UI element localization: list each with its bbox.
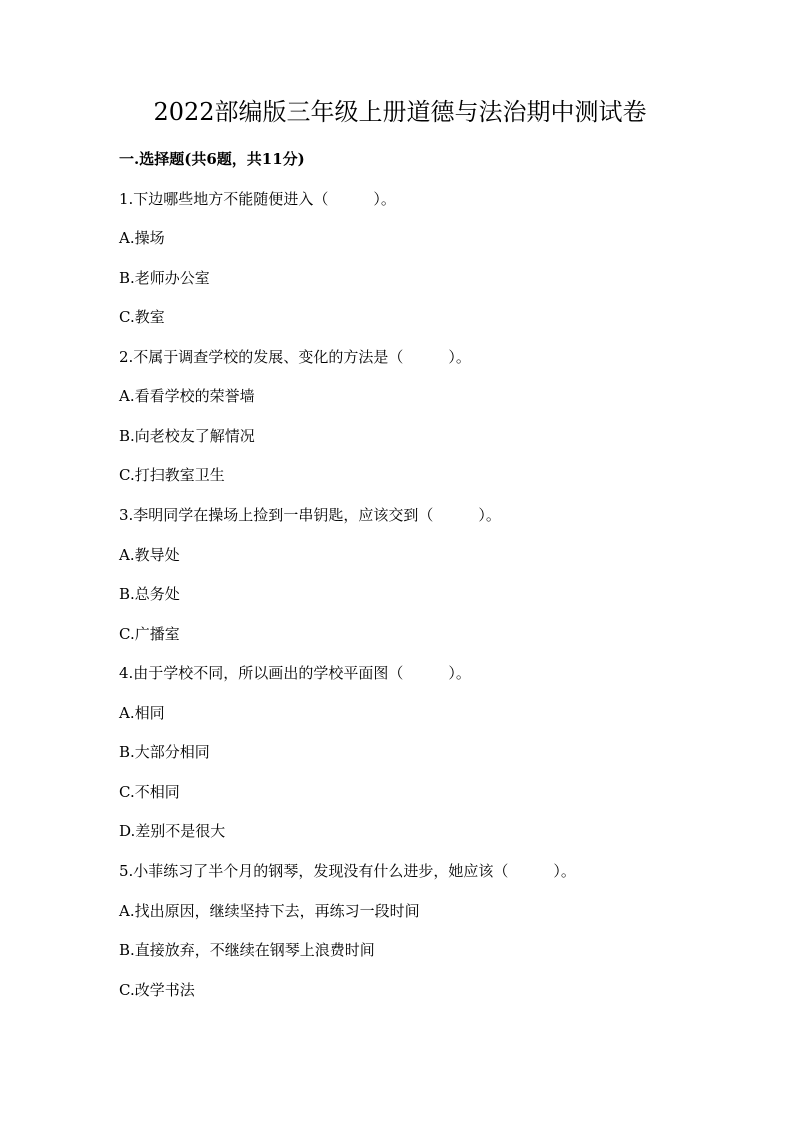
question-4-option-d: D.差别不是很大 — [119, 822, 226, 840]
question-4-option-a: A.相同 — [119, 704, 165, 722]
question-4-option-b: B.大部分相同 — [119, 743, 210, 761]
question-5-option-c: C.改学书法 — [119, 981, 195, 999]
question-1-option-b: B.老师办公室 — [119, 269, 210, 287]
question-5-option-b: B.直接放弃，不继续在钢琴上浪费时间 — [119, 941, 375, 959]
question-3-option-c: C.广播室 — [119, 625, 180, 643]
page-title: 2022部编版三年级上册道德与法治期中测试卷 — [153, 98, 647, 126]
question-1-stem: 1.下边哪些地方不能随便进入（ ）。 — [119, 190, 396, 208]
question-3-option-a: A.教导处 — [119, 546, 180, 564]
question-2-stem: 2.不属于调查学校的发展、变化的方法是（ ）。 — [119, 348, 471, 366]
question-3-option-b: B.总务处 — [119, 585, 180, 603]
question-5-stem: 5.小菲练习了半个月的钢琴，发现没有什么进步，她应该（ ）。 — [119, 862, 576, 880]
question-5-option-a: A.找出原因，继续坚持下去，再练习一段时间 — [119, 902, 420, 920]
question-2-option-c: C.打扫教室卫生 — [119, 466, 225, 484]
question-1-option-c: C.教室 — [119, 308, 165, 326]
question-2-option-b: B.向老校友了解情况 — [119, 427, 255, 445]
question-1-option-a: A.操场 — [119, 229, 165, 247]
question-4-stem: 4.由于学校不同，所以画出的学校平面图（ ）。 — [119, 664, 471, 682]
question-4-option-c: C.不相同 — [119, 783, 180, 801]
section-heading: 一.选择题(共6题，共11分) — [119, 150, 305, 168]
question-2-option-a: A.看看学校的荣誉墙 — [119, 387, 255, 405]
question-3-stem: 3.李明同学在操场上捡到一串钥匙，应该交到（ ）。 — [119, 506, 501, 524]
